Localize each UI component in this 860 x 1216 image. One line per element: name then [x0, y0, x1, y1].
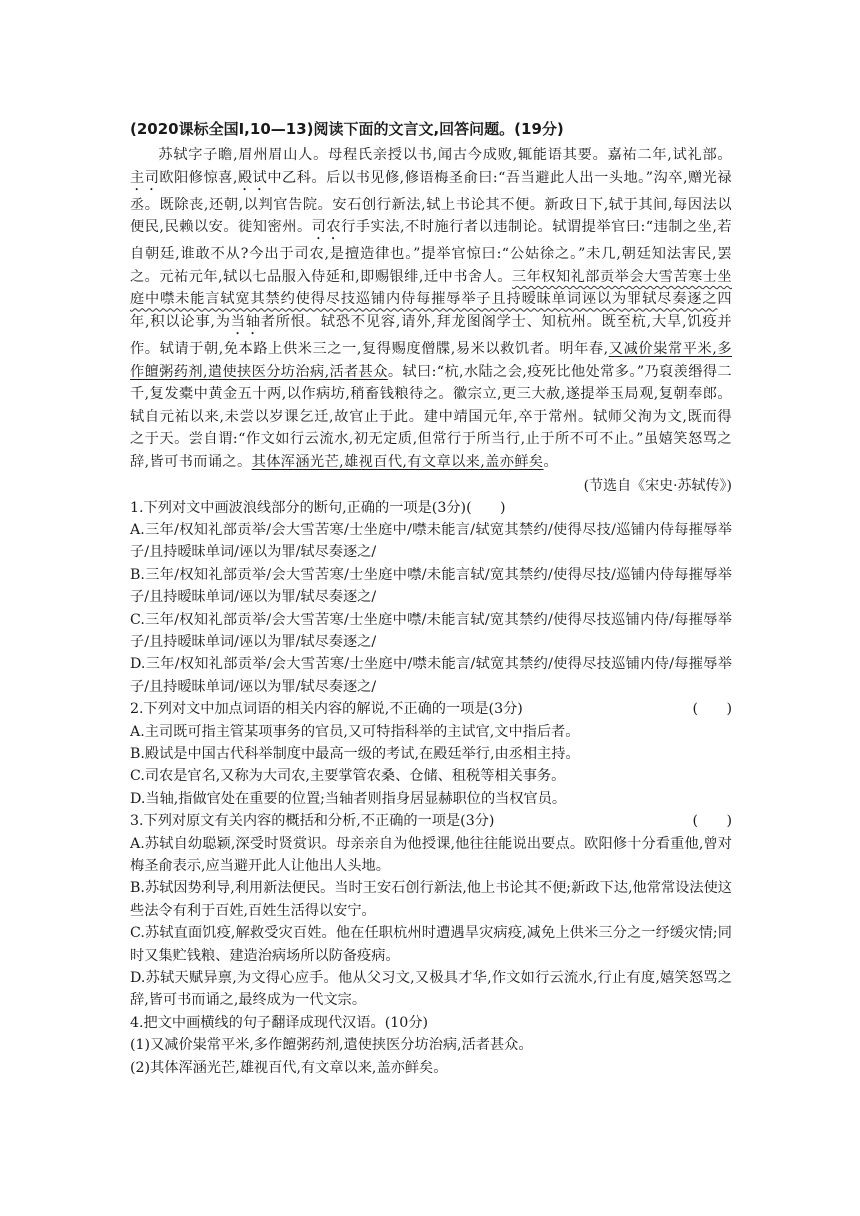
- question-4-stem: 4.把文中画横线的句子翻译成现代汉语。(10分): [130, 1014, 429, 1031]
- dotted-word-zhusi: 主司: [130, 169, 160, 186]
- passage-text: 四年,积以论事,为: [130, 291, 732, 330]
- question-1-option-d: D.三年/权知礼部贡举/会大雪苦寒/士坐庭中/噤未能言/轼宽其禁约/使得尽技巡铺内侍/每摧辱举子/且持暧昧单词/诬以为罪/轼尽奏逐之/: [130, 656, 732, 695]
- question-2-option-c: C.司农是官名,又称为大司农,主要掌管农桑、仓储、租税等相关事务。: [130, 768, 566, 785]
- passage-text: 中乙科。后以书见修,修语梅圣俞曰:“吾当避此人出一头地。”沟卒,赠光禄丞。既除丧,还朝,以判官告院。安石创行新法,轼上书论其不便。新政日下,轼于其间,每因法以便民,民赖以安。徙知密州。: [130, 169, 732, 236]
- passage-text: 行手实法,不时施行者以违制论。轼谓提举官曰:“违制之坐,若自朝廷,谁敢不从?今出于司农,是擅造律也。”提举官惊曰:“公姑徐之。”未几,朝廷知法害民,罢之。元祐元年,轼以七品服入侍延和,即赐银绯,迁中书舍人。: [130, 219, 732, 285]
- dotted-word-dangzhou: 当轴: [230, 313, 261, 330]
- underlined-sentence-1: 又减价粜常平米,多作饘粥药剂,遣使挟医分坊治病,活者甚众: [130, 340, 732, 380]
- question-2-stem-row: [130, 698, 732, 720]
- classical-passage: [130, 144, 732, 474]
- passage-text: 欧阳修惊喜,: [159, 169, 238, 186]
- question-2: [130, 698, 732, 810]
- exam-page: [130, 118, 732, 1079]
- question-3-option-b: B.苏轼因势利导,利用新法便民。当时王安石创行新法,他上书论其不便;新政下达,他常常设法使这些法令有利于百姓,百姓生活得以安宁。: [130, 880, 732, 919]
- question-2-option-b: B.殿试是中国古代科举制度中最高一级的考试,在殿廷举行,由丞相主持。: [130, 746, 580, 762]
- passage-text: 苏轼字子瞻,眉州眉山人。母程氏亲授以书,闻古今成败,辄能语其要。嘉祐二年,试礼部。: [158, 147, 732, 163]
- question-1-stem: 1.下列对文中画波浪线部分的断句,正确的一项是(3分)( ): [130, 499, 506, 516]
- question-heading: (2020课标全国Ⅰ,10—13)阅读下面的文言文,回答问题。(19分): [130, 120, 564, 138]
- question-4-sentence-2: (2)其体浑涵光芒,雄视百代,有文章以来,盖亦鲜矣。: [130, 1059, 448, 1076]
- question-3-stem-row: [130, 810, 732, 832]
- question-1-option-a: A.三年/权知礼部贡举/会大雪苦寒/士坐庭中/噤未能言/轼宽其禁约/使得尽技/巡铺内侍每摧辱举子/且持暧昧单词/诬以为罪/轼尽奏逐之/: [130, 521, 732, 561]
- dotted-word-dianshi: 殿试: [237, 169, 268, 186]
- question-4-sentence-1: (1)又减价粜常平米,多作饘粥药剂,遣使挟医分坊治病,活者甚众。: [130, 1037, 533, 1054]
- question-3-option-d: D.苏轼天赋异禀,为文得心应手。他从父习文,又极具才华,作文如行云流水,行止有度,嬉笑怒骂之辞,皆可书而诵之,最终成为一代文宗。: [130, 970, 732, 1009]
- question-3-stem: 3.下列对原文有关内容的概括和分析,不正确的一项是(3分): [130, 813, 495, 830]
- underlined-sentence-2: 其体浑涵光芒,雄视百代,有文章以来,盖亦鲜矣: [251, 453, 544, 470]
- passage-text: 。轼曰:“杭,水陆之会,疫死比他处常多。”乃裒羡缗得二千,复发橐中黄金五十两,以作病坊,稍畜钱粮待之。徽宗立,更三大赦,遂提举玉局观,复朝奉郎。轼自元祐以来,未尝以岁课乞迁,故官止于此。建中靖国元年,卒于常州。轼师父洵为文,既而得之于天。尝自谓:“作文如行云流水,初无定质,但常行于所当行,止于所不可不止。”虽嬉笑怒骂之辞,皆可书而诵之。: [130, 363, 733, 470]
- wavy-underlined-segment: 三年权知礼部贡举会大雪苦寒士坐庭中噤未能言轼宽其禁约使得尽技巡铺内侍每摧辱举子且持暧昧单词诬以为罪轼尽奏逐之: [130, 268, 732, 308]
- passage-text: 者所恨。轼恐不见容,请外,拜龙图阁学士、知杭州。既至杭,大旱,饥疫并作。轼请于朝,免本路上供米三之一,复得赐度僧牒,易米以救饥者。明年春,: [130, 313, 732, 357]
- question-2-stem: 2.下列对文中加点词语的相关内容的解说,不正确的一项是(3分): [130, 701, 523, 718]
- question-4: [130, 1012, 732, 1079]
- passage-text: 。: [543, 453, 559, 470]
- question-2-option-d: D.当轴,指做官处在重要的位置;当轴者则指身居显赫职位的当权官员。: [130, 790, 567, 807]
- question-1-option-c: C.三年/权知礼部贡举/会大雪苦寒/士坐庭中噤/未能言轼/宽其禁约/使得尽技巡铺内侍/每摧辱举子/且持暧昧单词/诬以为罪/轼尽奏逐之/: [130, 611, 732, 650]
- question-2-option-a: A.主司既可指主管某项事务的官员,又可特指科举的主试官,文中指后者。: [130, 723, 580, 740]
- question-3: [130, 810, 732, 1012]
- dotted-word-sinong: 司农: [311, 219, 342, 236]
- answer-blank: ( ): [692, 701, 732, 718]
- question-1: [130, 497, 732, 699]
- answer-blank: ( ): [692, 813, 732, 830]
- question-1-option-b: B.三年/权知礼部贡举/会大雪苦寒/士坐庭中噤/未能言轼/宽其禁约/使得尽技/巡铺内侍每摧辱举子/且持暧昧单词/诬以为罪/轼尽奏逐之/: [130, 566, 732, 606]
- source-citation: (节选自《宋史·苏轼传》): [583, 477, 732, 494]
- question-3-option-c: C.苏轼直面饥疫,解救受灾百姓。他在任职杭州时遭遇旱灾病疫,减免上供米三分之一纾缓灾情;同时又集贮钱粮、建造治病场所以防备疫病。: [130, 925, 732, 964]
- question-3-option-a: A.苏轼自幼聪颖,深受时贤赏识。母亲亲自为他授课,他往往能说出要点。欧阳修十分看重他,曾对梅圣俞表示,应当避开此人让他出人头地。: [130, 835, 732, 875]
